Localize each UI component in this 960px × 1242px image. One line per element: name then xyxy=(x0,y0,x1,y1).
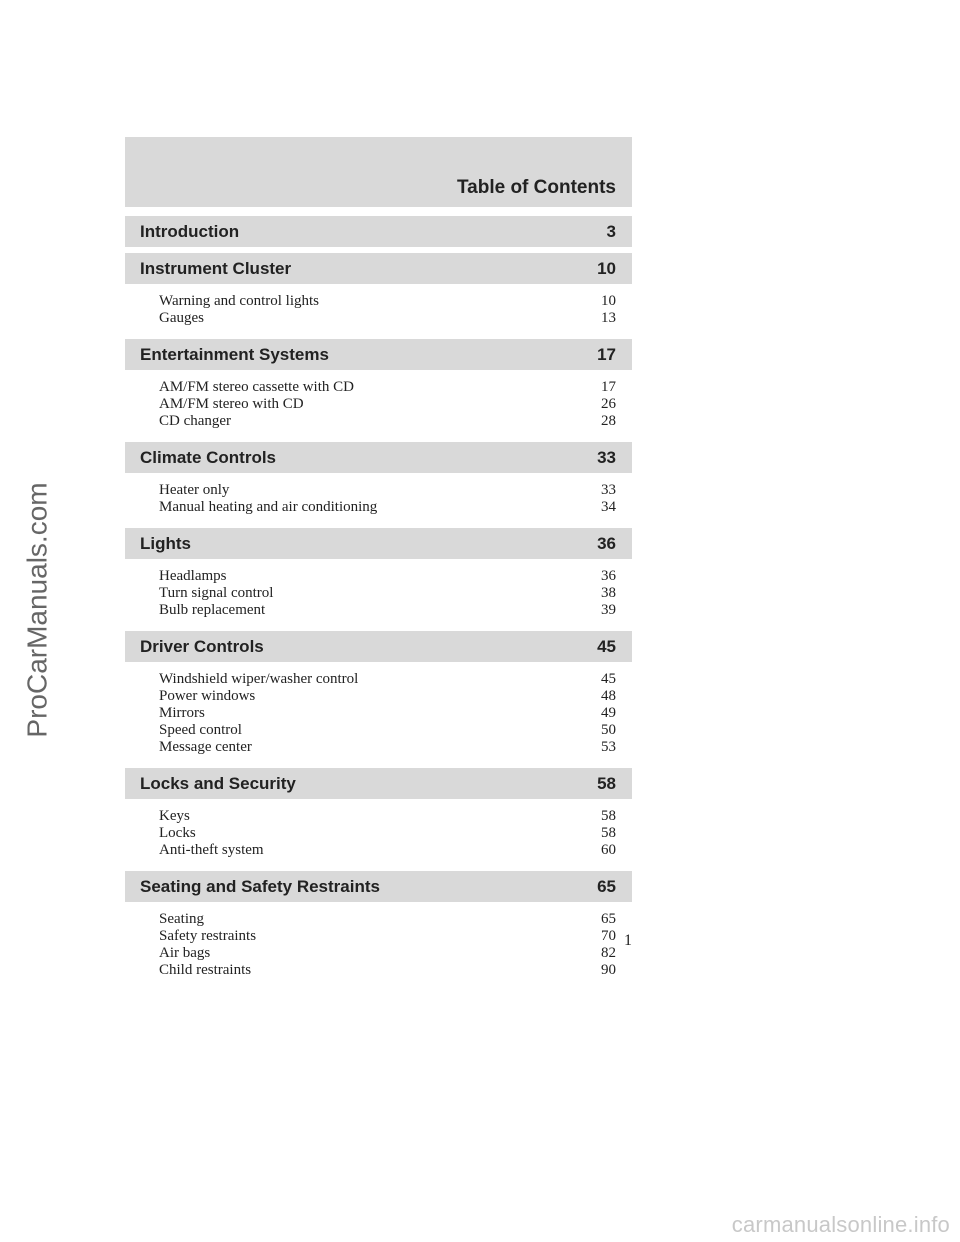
section-title: Entertainment Systems xyxy=(140,344,329,364)
entry-title: Gauges xyxy=(159,310,204,326)
toc-section xyxy=(125,768,632,865)
toc-entry[interactable] xyxy=(159,499,616,516)
toc-entry[interactable] xyxy=(159,396,616,413)
entry-page: 90 xyxy=(601,962,616,978)
toc-entry[interactable] xyxy=(159,705,616,722)
toc-entry[interactable] xyxy=(159,739,616,756)
toc-section-header[interactable] xyxy=(125,528,632,559)
section-page: 36 xyxy=(597,533,616,553)
entry-title: Safety restraints xyxy=(159,928,257,944)
toc-entry[interactable] xyxy=(159,945,616,962)
toc-section-header[interactable] xyxy=(125,339,632,370)
entry-page: 65 xyxy=(601,911,616,927)
toc-section xyxy=(125,528,632,625)
entry-title: Manual heating and air conditioning xyxy=(159,499,378,515)
entry-page: 17 xyxy=(601,379,616,395)
toc-entry-list xyxy=(125,799,632,865)
entry-title: Heater only xyxy=(159,482,230,498)
toc-section xyxy=(125,871,632,985)
bottom-watermark: carmanualsonline.info xyxy=(731,1212,950,1237)
entry-page: 33 xyxy=(601,482,616,498)
section-page: 33 xyxy=(597,447,616,467)
entry-page: 39 xyxy=(601,602,616,618)
toc-entry[interactable] xyxy=(159,482,616,499)
entry-title: Locks xyxy=(159,825,196,841)
entry-page: 38 xyxy=(601,585,616,601)
toc-entry-list xyxy=(125,559,632,625)
toc-section xyxy=(125,339,632,436)
entry-title: Message center xyxy=(159,739,252,755)
entry-page: 13 xyxy=(601,310,616,326)
entry-page: 28 xyxy=(601,413,616,429)
entry-page: 70 xyxy=(601,928,616,944)
page-number: 1 xyxy=(624,932,632,949)
entry-page: 53 xyxy=(601,739,616,755)
toc-entry[interactable] xyxy=(159,293,616,310)
toc-entry[interactable] xyxy=(159,688,616,705)
entry-title: Headlamps xyxy=(159,568,227,584)
entry-title: Turn signal control xyxy=(159,585,274,601)
toc-section-header[interactable] xyxy=(125,768,632,799)
section-page: 3 xyxy=(606,221,616,241)
toc-entry[interactable] xyxy=(159,379,616,396)
entry-title: Speed control xyxy=(159,722,242,738)
entry-title: Keys xyxy=(159,808,190,824)
section-title: Lights xyxy=(140,533,191,553)
entry-title: Mirrors xyxy=(159,705,205,721)
section-title: Instrument Cluster xyxy=(140,258,292,278)
section-title: Locks and Security xyxy=(140,773,296,793)
entry-page: 58 xyxy=(601,808,616,824)
toc-entry[interactable] xyxy=(159,911,616,928)
table-of-contents xyxy=(125,216,632,991)
entry-title: CD changer xyxy=(159,413,232,429)
toc-entry[interactable] xyxy=(159,671,616,688)
section-title: Introduction xyxy=(140,221,240,241)
toc-entry[interactable] xyxy=(159,602,616,619)
toc-entry[interactable] xyxy=(159,808,616,825)
entry-title: Air bags xyxy=(159,945,211,961)
section-page: 65 xyxy=(597,876,616,896)
toc-entry[interactable] xyxy=(159,568,616,585)
toc-section-header[interactable] xyxy=(125,253,632,284)
toc-entry[interactable] xyxy=(159,585,616,602)
entry-page: 26 xyxy=(601,396,616,412)
entry-page: 49 xyxy=(601,705,616,721)
entry-page: 36 xyxy=(601,568,616,584)
toc-entry[interactable] xyxy=(159,722,616,739)
side-watermark xyxy=(8,300,68,920)
section-title: Climate Controls xyxy=(140,447,277,467)
toc-section-header[interactable] xyxy=(125,442,632,473)
toc-entry-list xyxy=(125,284,632,333)
toc-entry-list xyxy=(125,473,632,522)
toc-entry-list xyxy=(125,902,632,985)
toc-section-header[interactable] xyxy=(125,631,632,662)
toc-header xyxy=(125,137,632,207)
entry-page: 50 xyxy=(601,722,616,738)
entry-title: AM/FM stereo with CD xyxy=(159,396,304,412)
entry-title: AM/FM stereo cassette with CD xyxy=(159,379,354,395)
section-page: 10 xyxy=(597,258,616,278)
toc-section xyxy=(125,253,632,333)
entry-page: 48 xyxy=(601,688,616,704)
toc-section xyxy=(125,442,632,522)
toc-entry[interactable] xyxy=(159,413,616,430)
entry-title: Bulb replacement xyxy=(159,602,266,618)
toc-section xyxy=(125,631,632,762)
toc-entry[interactable] xyxy=(159,928,616,945)
entry-title: Warning and control lights xyxy=(159,293,320,309)
entry-page: 60 xyxy=(601,842,616,858)
toc-section xyxy=(125,216,632,247)
section-title: Seating and Safety Restraints xyxy=(140,876,380,896)
entry-page: 82 xyxy=(601,945,616,961)
toc-entry-list xyxy=(125,662,632,762)
entry-title: Anti-theft system xyxy=(159,842,264,858)
entry-title: Seating xyxy=(159,911,204,927)
entry-page: 10 xyxy=(601,293,616,309)
side-watermark-text: ProCarManuals.com xyxy=(22,482,54,738)
toc-entry[interactable] xyxy=(159,842,616,859)
entry-title: Child restraints xyxy=(159,962,252,978)
page-title: Table of Contents xyxy=(456,177,616,198)
toc-section-header[interactable] xyxy=(125,871,632,902)
entry-title: Windshield wiper/washer control xyxy=(159,671,359,687)
toc-entry[interactable] xyxy=(159,825,616,842)
entry-page: 45 xyxy=(601,671,616,687)
entry-page: 34 xyxy=(601,499,616,515)
entry-title: Power windows xyxy=(159,688,256,704)
entry-page: 58 xyxy=(601,825,616,841)
toc-entry[interactable] xyxy=(159,310,616,327)
toc-entry[interactable] xyxy=(159,962,616,979)
section-title: Driver Controls xyxy=(140,636,264,656)
section-page: 45 xyxy=(597,636,616,656)
section-page: 58 xyxy=(597,773,616,793)
section-page: 17 xyxy=(597,344,616,364)
toc-section-header[interactable] xyxy=(125,216,632,247)
toc-entry-list xyxy=(125,370,632,436)
